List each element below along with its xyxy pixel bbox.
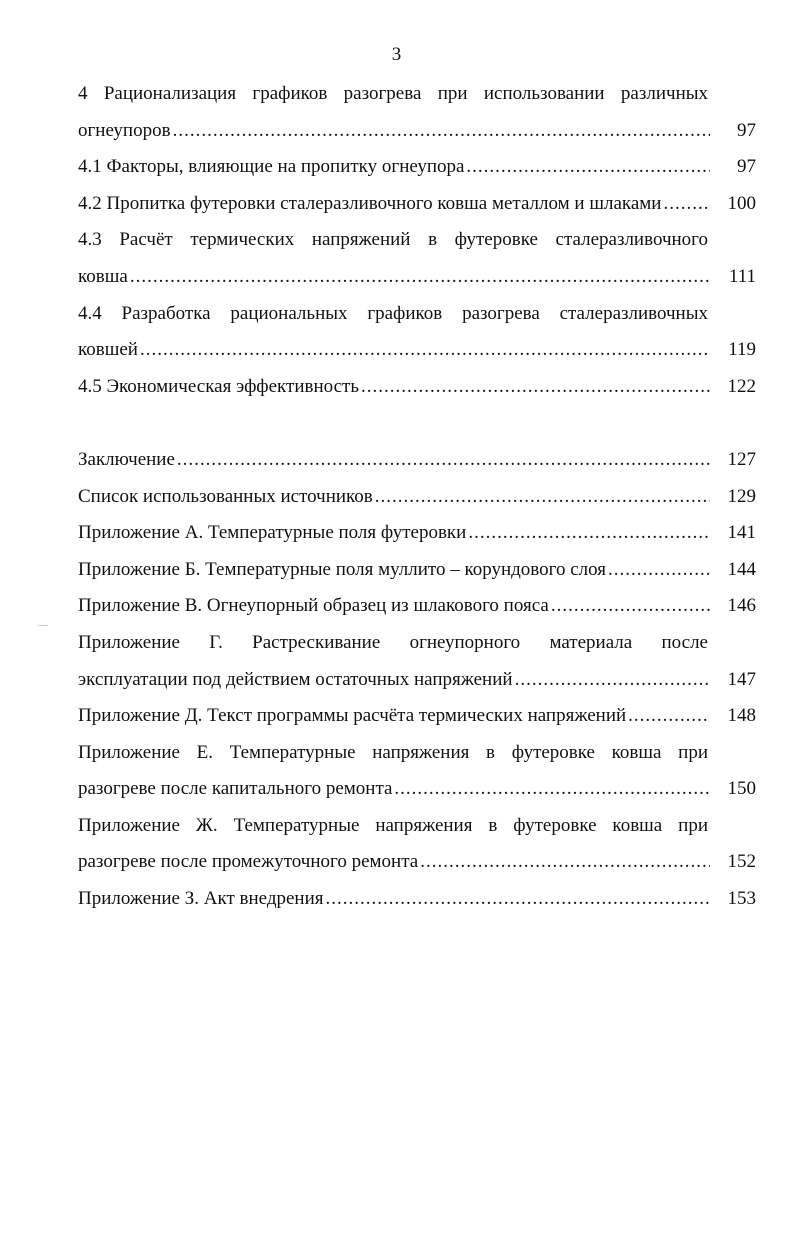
toc-entry-title: Приложение В. Огнеупорный образец из шлакового пояса <box>78 595 549 617</box>
toc-entry-chapter-4 <box>78 76 756 149</box>
toc-entry-title: Приложение Е. Температурные напряжения в футеровке ковша при <box>78 741 708 763</box>
toc-entry-title: 4.4 Разработка рациональных графиков разогрева сталеразливочных <box>78 302 708 324</box>
dot-leader <box>177 442 710 479</box>
toc-page-number: 144 <box>727 558 756 580</box>
toc-entry-title: 4.3 Расчёт термических напряжений в футеровке сталеразливочного <box>78 229 708 251</box>
toc-entry-title: 4 Рационализация графиков разогрева при использовании различных <box>78 83 708 104</box>
toc-entry-title-cont: разогреве после капитального ремонта <box>78 778 393 800</box>
toc-entry-title: Приложение З. Акт внедрения <box>78 888 324 910</box>
toc-entry-title: Приложение Д. Текст программы расчёта термических напряжений <box>78 705 627 727</box>
toc-entry-title-cont: огнеупоров <box>78 119 171 141</box>
toc-entry-appendix-b <box>78 552 756 589</box>
toc-entry-references <box>78 479 756 516</box>
toc-page-number: 152 <box>727 851 756 873</box>
toc-page-number: 148 <box>727 705 756 727</box>
toc-entry-appendix-d <box>78 698 756 735</box>
toc-entry-title: Приложение Б. Температурные поля муллито – корундового слоя <box>78 558 607 580</box>
toc-page-number: 153 <box>727 888 756 910</box>
toc-entry-4-3 <box>78 222 756 295</box>
toc-entry-4-1 <box>78 149 756 186</box>
toc-page-number: 129 <box>727 485 756 507</box>
dot-leader <box>551 588 710 625</box>
dot-leader <box>140 332 710 369</box>
toc-entry-title: 4.5 Экономическая эффективность <box>78 375 360 397</box>
dot-leader <box>375 479 710 516</box>
toc-entry-4-4 <box>78 296 756 369</box>
scan-mark <box>38 625 48 626</box>
toc-page-number: 127 <box>727 448 756 470</box>
toc-entry-title: 4.2 Пропитка футеровки сталеразливочного ковша металлом и шлаками <box>78 192 662 214</box>
toc-entry-title-cont: разогреве после промежуточного ремонта <box>78 851 419 873</box>
dot-leader <box>608 552 710 589</box>
toc-entry-appendix-z <box>78 881 756 918</box>
toc-entry-appendix-v <box>78 588 756 625</box>
toc-entry-title: 4.1 Факторы, влияющие на пропитку огнеупора <box>78 156 465 178</box>
dot-leader <box>420 844 710 881</box>
toc-entry-conclusion <box>78 442 756 479</box>
dot-leader <box>628 698 710 735</box>
toc-page-number: 100 <box>727 192 756 214</box>
toc-entry-title: Заключение <box>78 448 175 470</box>
dot-leader <box>468 515 710 552</box>
toc-entry-title: Приложение Г. Растрескивание огнеупорного материала после <box>78 631 708 653</box>
toc-entry-title-cont: эксплуатации под действием остаточных напряжений <box>78 668 513 690</box>
section-gap <box>78 405 756 442</box>
dot-leader <box>466 149 710 186</box>
toc-page-number: 146 <box>727 595 756 617</box>
table-of-contents <box>78 76 756 918</box>
dot-leader <box>361 369 710 406</box>
toc-entry-appendix-a <box>78 515 756 552</box>
toc-entry-4-5 <box>78 369 756 406</box>
toc-entry-title: Приложение Ж. Температурные напряжения в футеровке ковша при <box>78 814 708 836</box>
dot-leader <box>663 186 710 223</box>
dot-leader <box>326 881 711 918</box>
toc-entry-title-cont: ковша <box>78 265 128 287</box>
toc-entry-title-cont: ковшей <box>78 339 138 361</box>
toc-page-number: 141 <box>727 522 756 544</box>
toc-page-number: 97 <box>737 119 756 141</box>
toc-entry-appendix-e <box>78 735 756 808</box>
toc-page-number: 147 <box>727 668 756 690</box>
toc-entry-title: Список использованных источников <box>78 485 373 507</box>
toc-page-number: 122 <box>727 375 756 397</box>
page-number: 3 <box>391 44 402 65</box>
toc-entry-appendix-g <box>78 625 756 698</box>
toc-entry-appendix-zh <box>78 808 756 881</box>
toc-page-number: 119 <box>728 339 756 361</box>
dot-leader <box>173 113 710 150</box>
toc-page-number: 111 <box>728 265 756 287</box>
dot-leader <box>394 771 710 808</box>
toc-page-number: 97 <box>737 156 756 178</box>
dot-leader <box>515 662 710 699</box>
dot-leader <box>130 259 710 296</box>
toc-entry-title: Приложение А. Температурные поля футеровки <box>78 522 467 544</box>
toc-entry-4-2 <box>78 186 756 223</box>
toc-page-number: 150 <box>727 778 756 800</box>
